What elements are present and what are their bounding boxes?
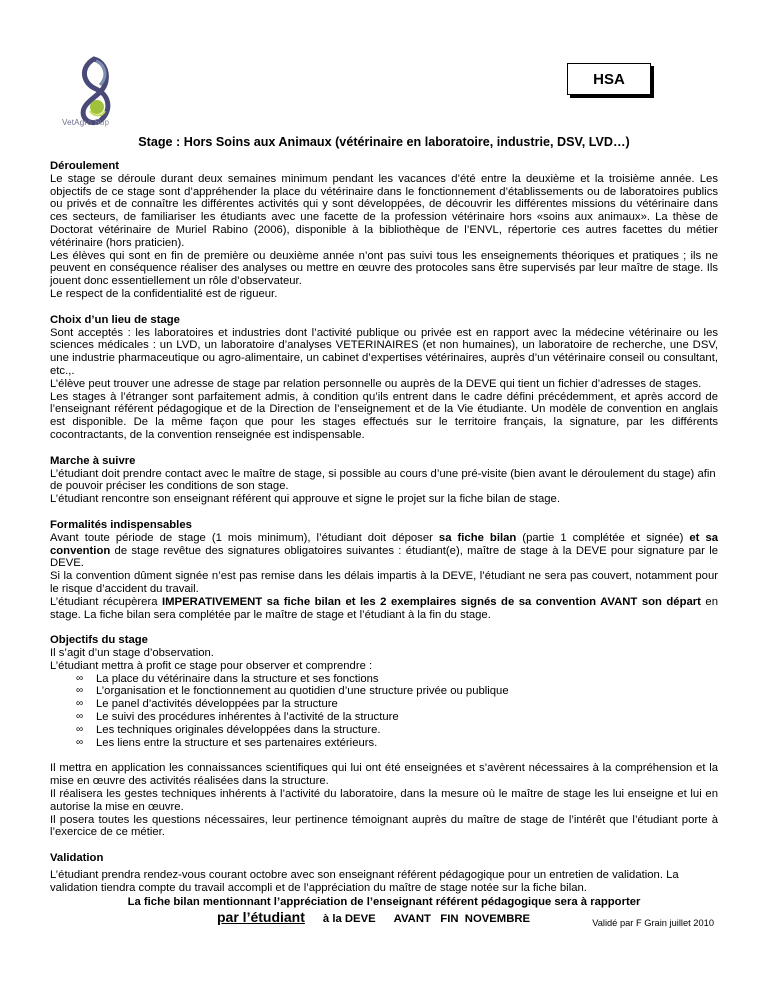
closing-deadline-date: AVANT FIN NOVEMBRE [393,912,531,925]
closing-line: La fiche bilan mentionnant l’appréciation de l’enseignant référent pédagogique sera à rapporter [127,895,641,908]
text-run-bold: IMPERATIVEMENT sa fiche bilan et les 2 exemplaires signés de sa convention AVANT son départ [161,595,701,608]
section-deroulement [50,160,718,301]
text-run: L’étudiant récupèrera [50,595,162,608]
text-run: (partie 1 complétée et signée) [516,531,690,544]
section-validation [50,852,718,926]
paragraph: L’étudiant mettra à profit ce stage pour observer et comprendre : [50,659,373,672]
paragraph: L’étudiant doit prendre contact avec le maître de stage, si possible au cours d’une pré-visite (bien avant le déroulement du stage) afin de pouvoir préciser les conditions de son stage. [50,467,716,493]
paragraph [50,596,718,622]
section-heading: Validation [50,852,104,865]
paragraph: Il s’agit d’un stage d’observation. [50,647,214,660]
list-item: ∞ L’organisation et le fonctionnement au quotidien d’une structure privée ou publique [76,685,718,698]
paragraph: Les stages à l’étranger sont parfaitement admis, à condition qu’ils entrent dans le cadre défini précédemment, et après accord de l’enseignant référent pédagogique et de la Direction de l’enseignement et de la Vie étudiante. Un modèle de convention en anglais est disponible. De la même façon que pour les stages effectués sur le territoire français, la signature, par les différents cocontractants, de la convention renseignée est indispensable. [50,390,718,441]
paragraph: L’étudiant prendra rendez-vous courant octobre avec son enseignant référent pédagogique pour un entretien de validation. La validation tiendra compte du travail accompli et de l’appréciation du maître de stage notée sur la fiche bilan. [50,869,679,894]
paragraph: Il mettra en application les connaissances scientifiques qui lui ont été enseignées et s’avèrent nécessaires à la compréhension et la mise en œuvre des activités réalisées dans la structure. [50,762,718,788]
section-heading: Marche à suivre [50,454,136,467]
paragraph: Il posera toutes les questions nécessaires, leur pertinence témoignant auprès du maître de stage de l’intérêt que l’étudiant porte à l’exercice de ce métier. [50,813,718,839]
paragraph: L’élève peut trouver une adresse de stage par relation personnelle ou auprès de la DEVE qui tient un fichier d’adresses de stages. [50,377,702,390]
section-heading: Formalités indispensables [50,518,192,531]
section-heading: Choix d’un lieu de stage [50,313,180,326]
section-formalites [50,519,718,621]
list-item: ∞ Les liens entre la structure et ses partenaires extérieurs. [76,737,718,750]
paragraph: Le respect de la confidentialité est de rigueur. [50,287,278,300]
list-item: ∞ Les techniques originales développées dans la structure. [76,724,718,737]
document-body [50,160,718,940]
list-item: ∞ Le suivi des procédures inhérentes à l’activité de la structure [76,711,718,724]
paragraph: Les élèves qui sont en fin de première ou deuxième année n’ont pas suivi tous les enseignements théoriques et pratiques ; ils ne peuvent en conséquence réaliser des analyses ou mettre en œuvre des protocoles sans être supervisés par leur maître de stage. Ils jouent donc essentiellement un rôle d’observateur. [50,249,718,288]
text-run: Avant toute période de stage (1 mois minimum), l’étudiant doit déposer [50,531,439,544]
section-choix [50,314,718,442]
section-heading: Déroulement [50,160,120,172]
page-title: Stage : Hors Soins aux Animaux (vétérinaire en laboratoire, industrie, DSV, LVD…) [138,135,630,149]
section-heading: Objectifs du stage [50,634,148,647]
text-run: de stage revêtue des signatures obligatoires suivantes : étudiant(e), maître de stage à la DEVE pour signature par le DEVE. [50,544,718,570]
objectives-list [50,673,718,750]
hsa-badge-label: HSA [593,70,625,88]
paragraph: Il réalisera les gestes techniques inhérents à l’activité du laboratoire, dans la mesure où le maître de stage les lui enseigne et lui en autorise la mise en œuvre. [50,788,718,813]
paragraph: Le stage se déroule durant deux semaines minimum pendant les vacances d’été entre la deuxième et la troisième année. Les objectifs de ce stage sont d’appréhender la place du vétérinaire dans le fonctionnement d’établissements ou de laboratoires publics ou privés et de connaître les différentes activités qui y sont développées, de découvrir les différentes missions du vétérinaire dans ces secteurs, de familiariser les étudiants avec une facette de la profession vétérinaire hors «soins aux animaux». La thèse de Doctorat vétérinaire de Muriel Rabino (2006), disponible à la bibliothèque de l’ENVL, répertorie ces autres facettes du métier vétérinaire (hors praticien). [50,172,718,249]
list-item: ∞ La place du vétérinaire dans la structure et ses fonctions [76,673,718,686]
paragraph: L’étudiant rencontre son enseignant référent qui approuve et signe le projet sur la fiche bilan de stage. [50,493,560,506]
list-item: ∞ Le panel d’activités développées par la structure [76,698,718,711]
text-run: en stage. La fiche bilan sera complétée par le maître de stage et l’étudiant à la fin du stage. [50,595,718,621]
text-run-bold: et sa convention [50,531,719,557]
validation-footer: Validé par F Grain juillet 2010 [592,918,714,928]
closing-by-student: par l’étudiant [217,908,305,925]
paragraph: Si la convention dûment signée n’est pas remise dans les délais impartis à la DEVE, l’étudiant ne sera pas couvert, notamment pour le risque d’accident du travail. [50,570,718,595]
closing-at-deve: à la DEVE [322,912,376,925]
logo-wordmark [62,118,109,127]
section-objectifs [50,634,718,839]
hsa-badge [567,63,651,95]
section-marche [50,455,718,506]
logo-name: VetAgro [62,118,92,127]
paragraph: Sont acceptés : les laboratoires et industries dont l’activité publique ou privée est en rapport avec la médecine vétérinaire ou les sciences médicales : un LVD, un laboratoire d’analyses VETERINAIRES (et non humaines), un laboratoire de recherche, une DSV, une industrie pharmaceutique ou agro-alimentaire, un cabinet d’expertises vétérinaires, auprès d’un vétérinaire conseil ou consultant, etc.,. [50,326,718,377]
text-run-bold: sa fiche bilan [438,531,517,544]
logo-suffix: Sup [94,118,110,127]
paragraph [50,532,718,570]
